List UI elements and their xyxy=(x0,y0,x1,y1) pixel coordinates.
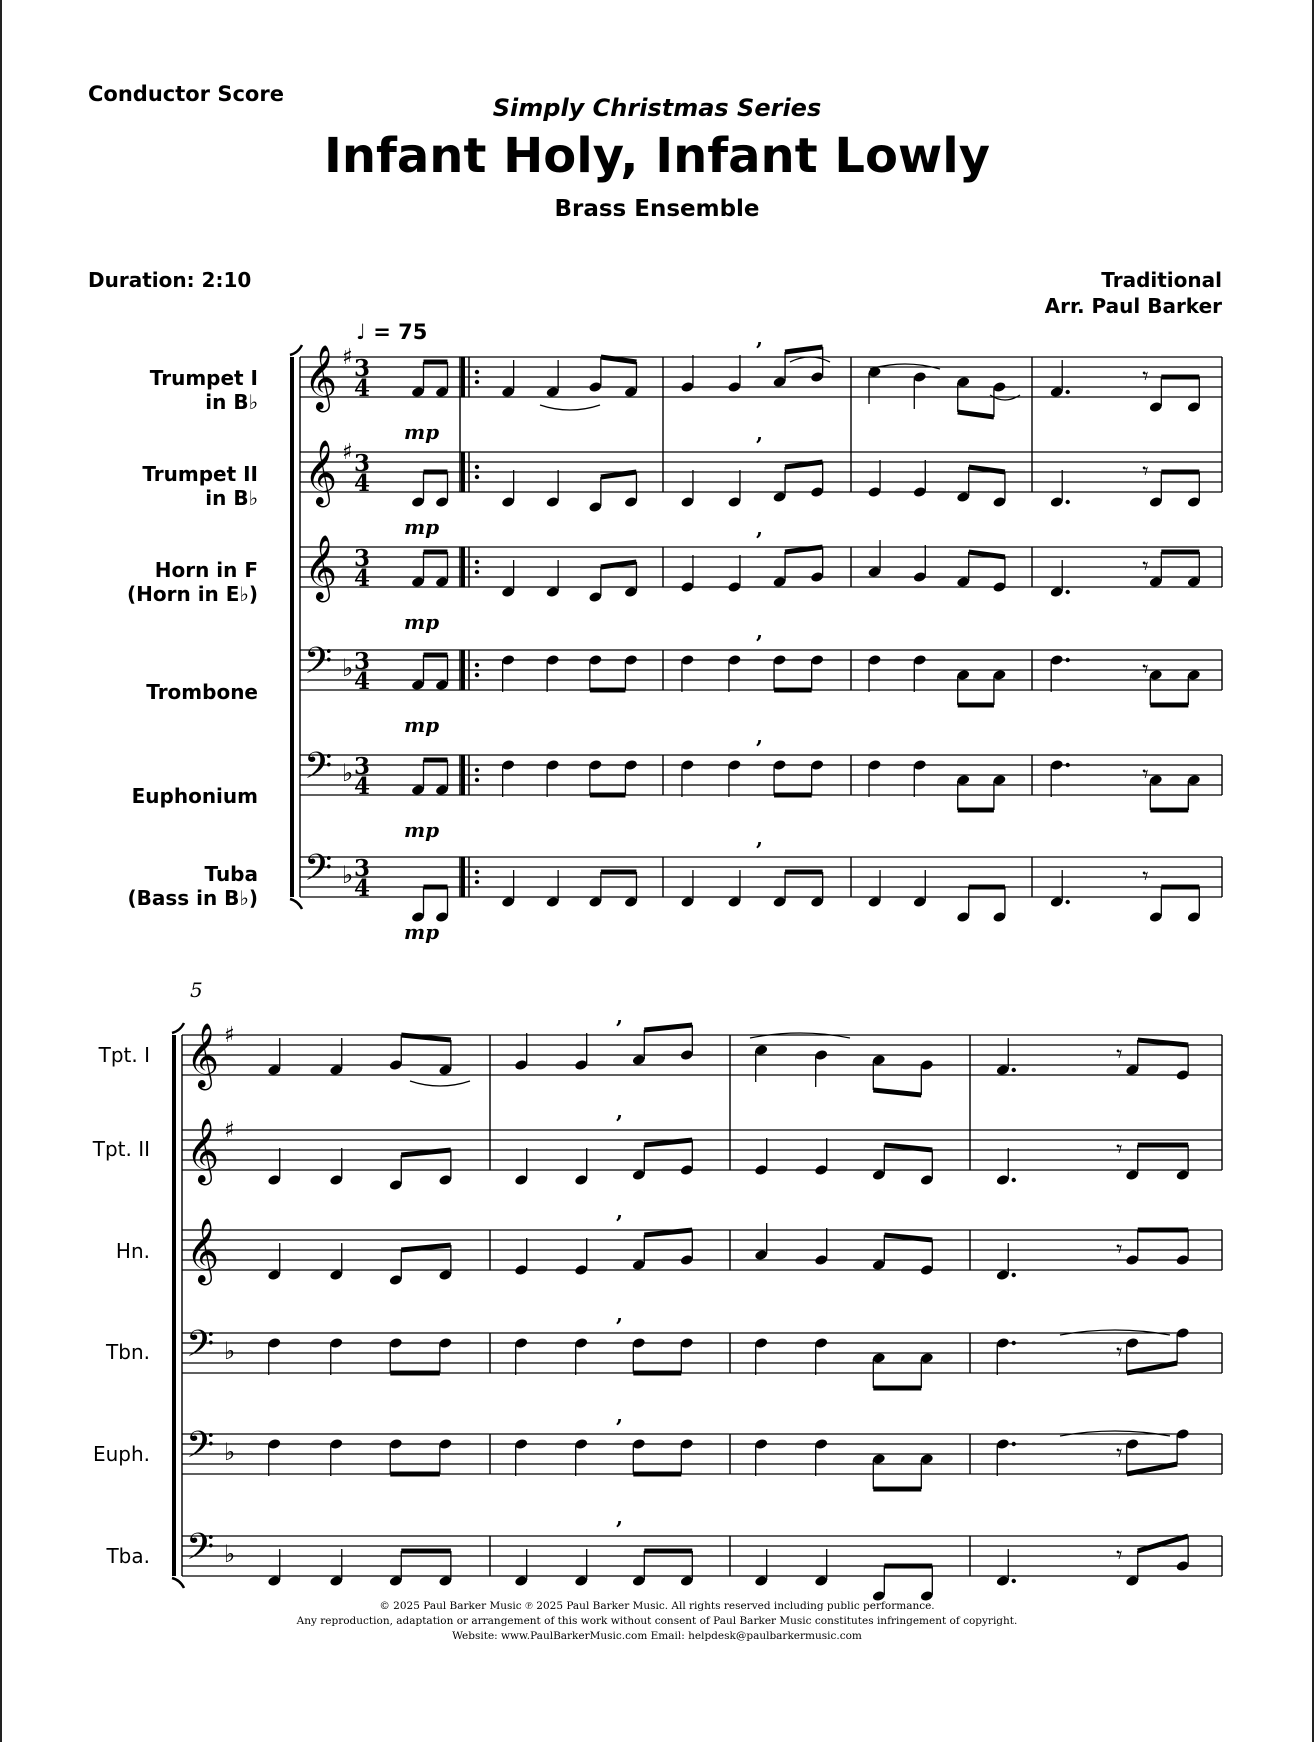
note-beam xyxy=(884,1145,932,1150)
note-beam xyxy=(401,1150,451,1155)
breath-mark: , xyxy=(616,1505,623,1529)
treble-clef-icon: 𝄞 xyxy=(186,1118,220,1183)
breath-mark: , xyxy=(756,826,763,850)
key-flat-icon: ♭ xyxy=(224,1540,236,1568)
eighth-rest-icon: 𝄾 xyxy=(1116,1235,1123,1263)
instrument-name: Tuba xyxy=(204,862,258,886)
dot xyxy=(475,870,479,874)
note-beam xyxy=(1138,1040,1188,1045)
instrument-label-tpt-2: Tpt. II xyxy=(92,1137,150,1161)
instrument-label-hn: Hn. xyxy=(115,1239,150,1263)
measure-number: 5 xyxy=(190,978,203,1002)
breath-mark: , xyxy=(756,724,763,748)
dot xyxy=(475,673,479,677)
treble-clef-icon: 𝄞 xyxy=(304,440,338,505)
key-sharp-icon: ♯ xyxy=(342,345,353,370)
instrument-name: Trumpet I xyxy=(149,366,258,390)
treble-clef-icon: 𝄞 xyxy=(186,1218,220,1283)
arranger-credit: Arr. Paul Barker xyxy=(1044,294,1222,318)
dot xyxy=(1066,390,1070,394)
dot xyxy=(475,768,479,772)
composer-credit: Traditional xyxy=(1101,268,1222,292)
dynamic-mp: mp xyxy=(404,920,440,944)
eighth-rest-icon: 𝄾 xyxy=(1142,362,1149,390)
instrument-key: in B♭ xyxy=(205,486,258,510)
note-beam xyxy=(1138,1536,1188,1551)
note-beam xyxy=(601,472,637,477)
breath-mark: , xyxy=(756,619,763,643)
note-beam xyxy=(644,1140,692,1145)
note-beam xyxy=(785,347,823,352)
dot xyxy=(475,475,479,479)
note-beam xyxy=(785,462,823,467)
bass-clef-icon: 𝄢 xyxy=(186,1323,215,1374)
time-signature-top: 3 xyxy=(354,855,371,882)
piece-title: Infant Holy, Infant Lowly xyxy=(323,128,991,184)
dot xyxy=(475,663,479,667)
eighth-rest-icon: 𝄾 xyxy=(1142,862,1149,890)
dynamic-mp: mp xyxy=(404,420,440,444)
dot xyxy=(1012,1341,1016,1345)
time-signature-bottom: 4 xyxy=(354,773,371,800)
note-beam xyxy=(884,1235,932,1240)
tempo-value: = 75 xyxy=(373,320,428,344)
copyright-line-1: © 2025 Paul Barker Music ℗ 2025 Paul Barker Music. All rights reserved including public performance. xyxy=(379,1600,935,1612)
key-sharp-icon: ♯ xyxy=(224,1023,235,1048)
treble-clef-icon: 𝄞 xyxy=(304,535,338,600)
key-flat-icon: ♭ xyxy=(224,1337,236,1365)
bass-clef-icon: 𝄢 xyxy=(186,1526,215,1577)
bracket-hook xyxy=(172,1578,184,1588)
instrument-label-tbn: Tbn. xyxy=(106,1340,150,1364)
dot xyxy=(1066,763,1070,767)
instrument-label-tpt-1: Tpt. I xyxy=(98,1043,150,1067)
key-flat-icon: ♭ xyxy=(224,1438,236,1466)
time-signature-bottom: 4 xyxy=(354,875,371,902)
slur xyxy=(540,405,600,410)
dynamic-mp: mp xyxy=(404,610,440,634)
bass-clef-icon: 𝄢 xyxy=(304,847,333,898)
breath-mark: , xyxy=(616,1199,623,1223)
dot xyxy=(475,380,479,384)
dot xyxy=(1066,590,1070,594)
instrument-key: (Horn in E♭) xyxy=(127,582,258,606)
duration-label: Duration: 2:10 xyxy=(88,268,252,292)
note-beam xyxy=(644,1025,692,1030)
key-flat-icon: ♭ xyxy=(342,654,354,682)
key-sharp-icon: ♯ xyxy=(342,440,353,465)
breath-mark: , xyxy=(616,1099,623,1123)
breath-mark: , xyxy=(756,326,763,350)
note-beam xyxy=(401,1245,451,1250)
eighth-rest-icon: 𝄾 xyxy=(1116,1338,1123,1366)
time-signature-top: 3 xyxy=(354,545,371,572)
eighth-rest-icon: 𝄾 xyxy=(1116,1541,1123,1569)
breath-mark: , xyxy=(756,421,763,445)
series-title: Simply Christmas Series xyxy=(492,94,822,122)
dot xyxy=(475,560,479,564)
dot xyxy=(475,778,479,782)
bass-clef-icon: 𝄢 xyxy=(186,1424,215,1475)
treble-clef-icon: 𝄞 xyxy=(304,345,338,410)
dot xyxy=(1066,900,1070,904)
dot xyxy=(1066,500,1070,504)
note-beam xyxy=(1127,1464,1177,1474)
note-beam xyxy=(873,1090,921,1095)
dot xyxy=(475,880,479,884)
score-label: Conductor Score xyxy=(88,82,284,106)
dynamic-mp: mp xyxy=(404,713,440,737)
note-beam xyxy=(644,1230,692,1235)
note-beam xyxy=(969,552,1005,557)
eighth-rest-icon: 𝄾 xyxy=(1142,552,1149,580)
copyright-line-3: Website: www.PaulBarkerMusic.com Email: helpdesk@paulbarkermusic.com xyxy=(452,1630,862,1642)
instrument-label-tba: Tba. xyxy=(106,1544,150,1568)
key-flat-icon: ♭ xyxy=(342,861,354,889)
bracket-hook xyxy=(290,345,302,355)
slur xyxy=(790,357,830,362)
time-signature-top: 3 xyxy=(354,355,371,382)
breath-mark: , xyxy=(616,1302,623,1326)
copyright-footer xyxy=(0,1599,1314,1644)
breath-mark: , xyxy=(616,1004,623,1028)
note-beam xyxy=(785,547,823,552)
copyright-line-2: Any reproduction, adaptation or arrangement of this work without consent of Paul Barker Music constitutes infringement of copyright. xyxy=(296,1615,1018,1627)
time-signature-bottom: 4 xyxy=(354,565,371,592)
breath-mark: , xyxy=(616,1403,623,1427)
time-signature-bottom: 4 xyxy=(354,470,371,497)
dot xyxy=(1012,1068,1016,1072)
instrument-label-euph: Euph. xyxy=(92,1442,150,1466)
bass-clef-icon: 𝄢 xyxy=(304,745,333,796)
breath-mark: , xyxy=(756,516,763,540)
instrument-key: (Bass in B♭) xyxy=(127,886,258,910)
time-signature-bottom: 4 xyxy=(354,375,371,402)
dynamic-mp: mp xyxy=(404,818,440,842)
eighth-rest-icon: 𝄾 xyxy=(1116,1439,1123,1467)
note-beam xyxy=(601,562,637,567)
dot xyxy=(475,370,479,374)
dot xyxy=(1012,1579,1016,1583)
note-beam xyxy=(401,1035,451,1040)
instrument-name: Trombone xyxy=(146,680,258,704)
dot xyxy=(1012,1442,1016,1446)
slur xyxy=(410,1081,470,1086)
time-signature-top: 3 xyxy=(354,648,371,675)
bass-clef-icon: 𝄢 xyxy=(304,640,333,691)
note-beam xyxy=(601,357,637,362)
key-sharp-icon: ♯ xyxy=(224,1118,235,1143)
time-signature-bottom: 4 xyxy=(354,668,371,695)
eighth-rest-icon: 𝄾 xyxy=(1116,1135,1123,1163)
dot xyxy=(475,465,479,469)
treble-clef-icon: 𝄞 xyxy=(186,1023,220,1088)
time-signature-top: 3 xyxy=(354,450,371,477)
instrument-name: Horn in F xyxy=(154,558,258,582)
dot xyxy=(1012,1273,1016,1277)
note-beam xyxy=(969,467,1005,472)
note-beam xyxy=(958,412,994,417)
key-flat-icon: ♭ xyxy=(342,759,354,787)
eighth-rest-icon: 𝄾 xyxy=(1142,655,1149,683)
instrument-key: in B♭ xyxy=(205,390,258,414)
dot xyxy=(1066,658,1070,662)
instrument-name: Trumpet II xyxy=(142,462,258,486)
bracket-hook xyxy=(290,899,302,909)
dot xyxy=(475,570,479,574)
dynamic-mp: mp xyxy=(404,515,440,539)
note-beam xyxy=(1127,1363,1177,1373)
eighth-rest-icon: 𝄾 xyxy=(1142,760,1149,788)
dot xyxy=(1012,1178,1016,1182)
quarter-note-icon: ♩ xyxy=(356,320,366,344)
eighth-rest-icon: 𝄾 xyxy=(1116,1040,1123,1068)
time-signature-top: 3 xyxy=(354,753,371,780)
instrument-name: Euphonium xyxy=(131,784,258,808)
ensemble-subtitle: Brass Ensemble xyxy=(554,196,760,222)
bracket-hook xyxy=(172,1023,184,1033)
eighth-rest-icon: 𝄾 xyxy=(1142,457,1149,485)
